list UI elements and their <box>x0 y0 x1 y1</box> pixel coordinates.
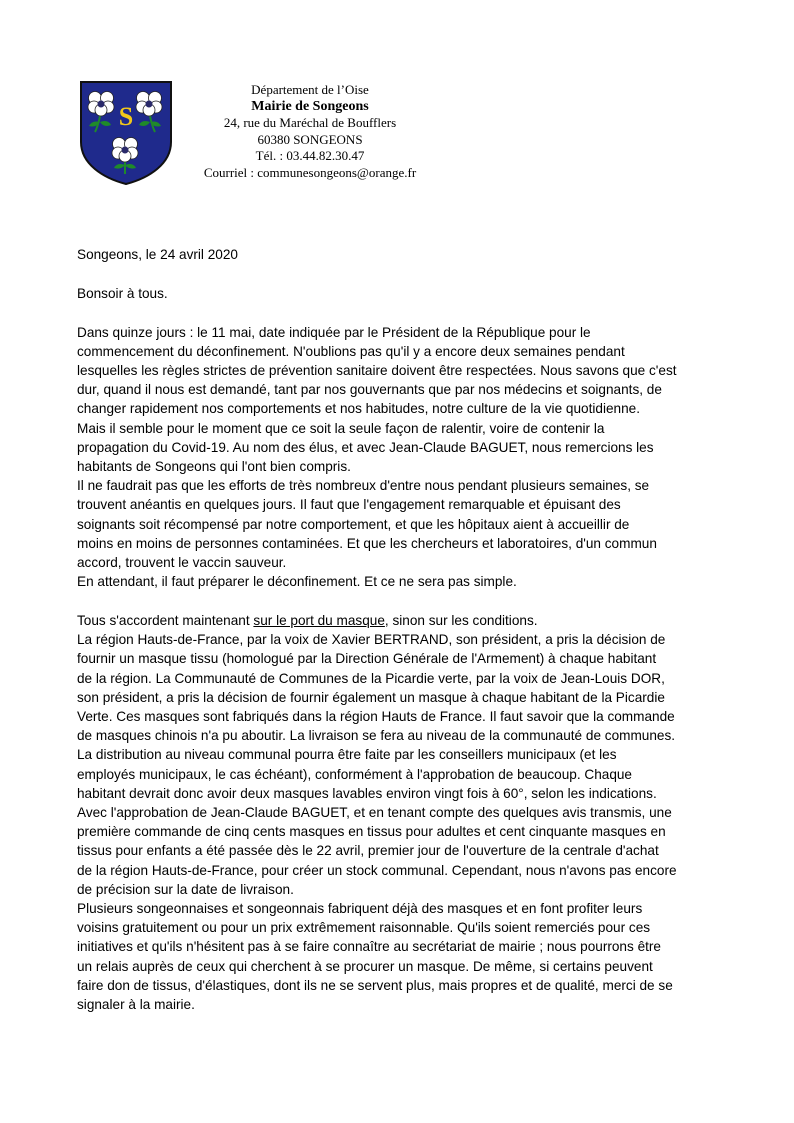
paragraph-2 <box>77 611 727 1014</box>
text-line: de la région. La Communauté de Communes de la Picardie verte, par la voix de Jean-Louis DOR, <box>77 670 665 686</box>
department-name: Département de l’Oise <box>251 82 369 97</box>
text-line: Verte. Ces masques sont fabriqués dans la région Hauts de France. Il faut savoir que la commande <box>77 709 675 725</box>
text-line: La région Hauts-de-France, par la voix de Xavier BERTRAND, son président, a pris la décision de <box>77 632 666 648</box>
postal-city: 60380 SONGEONS <box>257 131 363 147</box>
letter-body <box>77 245 727 1014</box>
text-line: Il ne faudrait pas que les efforts de très nombreux d'entre nous pendant plusieurs semaines, se <box>77 478 650 494</box>
text-line: changer rapidement nos comportements et nos habitudes, notre culture de la vie quotidienne. <box>77 401 640 417</box>
paragraph-1 <box>77 323 727 592</box>
greeting: Bonsoir à tous. <box>77 285 168 301</box>
text-line: initiatives et qu'ils n'hésitent pas à se faire connaître au secrétariat de mairie ; nous pourrons être <box>77 939 661 955</box>
underlined-phrase: sur le port du masque <box>253 613 385 629</box>
text-line: Mais il semble pour le moment que ce soit la seule façon de ralentir, voire de contenir la <box>77 420 605 436</box>
text-line: son président, a pris la décision de fournir également un masque à chaque habitant de la Picardie <box>77 689 665 705</box>
text-line: Dans quinze jours : le 11 mai, date indiquée par le Président de la République pour le <box>77 324 591 340</box>
text-line: un relais auprès de ceux qui cherchent à se procurer un masque. De même, si certains peuvent <box>77 958 653 974</box>
text-line: dur, quand il nous est demandé, tant par nos gouvernants que par nos médecins et soignants, de <box>77 382 662 398</box>
text-line: de la région Hauts-de-France, pour créer un stock communal. Cependant, nous n'avons pas encore <box>77 862 677 878</box>
text-line: signaler à la mairie. <box>77 997 195 1013</box>
text-line: voisins gratuitement ou pour un prix extrêmement raisonnable. Qu'ils soient remerciés pour ces <box>77 920 651 936</box>
text-line: propagation du Covid-19. Au nom des élus, et avec Jean-Claude BAGUET, nous remercions les <box>77 439 654 455</box>
text-line: habitant devrait donc avoir deux masques lavables environ vingt fois à 60°, selon les indications. <box>77 785 657 801</box>
text-line: de précision sur la date de livraison. <box>77 881 294 897</box>
text-line: commencement du déconfinement. N'oublions pas qu'il y a encore deux semaines pendant <box>77 343 625 359</box>
text-line: soignants soit récompensé par notre comportement, et que les hôpitaux aient à accueillir de <box>77 516 630 532</box>
text-line: moins en moins de personnes contaminées. Et que les chercheurs et laboratoires, d'un commun <box>77 535 657 551</box>
text-line: fournir un masque tissu (homologué par la Direction Générale de l'Armement) à chaque habitant <box>77 651 657 667</box>
text-line: première commande de cinq cents masques en tissus pour adultes et cent cinquante masques en <box>77 824 666 840</box>
text-line: Tous s'accordent maintenant sur le port du masque, sinon sur les conditions. <box>77 613 538 629</box>
text-line: faire don de tissus, d'élastiques, dont ils ne se servent plus, mais propres et de qualité, merci de se <box>77 977 673 993</box>
text-line: tissus pour enfants a été passée dès le 22 avril, premier jour de l'ouverture de la centrale d'achat <box>77 843 659 859</box>
email-address: Courriel : communesongeons@orange.fr <box>203 164 417 180</box>
letterhead <box>185 82 435 182</box>
songeons-coat-of-arms-icon <box>79 80 173 186</box>
town-hall-name: Mairie de Songeons <box>251 98 369 114</box>
date-line: Songeons, le 24 avril 2020 <box>77 247 238 262</box>
text-line: employés municipaux, le cas échéant), conformément à l'approbation de beaucoup. Chaque <box>77 766 632 782</box>
text-line: Plusieurs songeonnaises et songeonnais fabriquent déjà des masques et en font profiter leurs <box>77 901 643 917</box>
text-line: de masques chinois n'a pu aboutir. La livraison se fera au niveau de la communauté de communes. <box>77 728 676 744</box>
text-line: En attendant, il faut préparer le déconfinement. Et ce ne sera pas simple. <box>77 574 517 590</box>
text-line: accord, trouvent le vaccin sauveur. <box>77 555 287 571</box>
text-line: habitants de Songeons qui l'ont bien compris. <box>77 459 351 475</box>
text-line: trouvent anéantis en quelques jours. Il faut que l'engagement remarquable et épuisant des <box>77 497 621 513</box>
street-address: 24, rue du Maréchal de Boufflers <box>223 115 397 131</box>
text-line: La distribution au niveau communal pourra être faite par les conseillers municipaux (et les <box>77 747 617 763</box>
text-line: Avec l'approbation de Jean-Claude BAGUET, et en tenant compte des quelques avis transmis, une <box>77 805 672 821</box>
crest-letter: S <box>118 102 134 131</box>
text-line: lesquelles les règles strictes de prévention sanitaire doivent être respectées. Nous savons que c'est <box>77 363 677 378</box>
phone-number: Tél. : 03.44.82.30.47 <box>255 148 365 164</box>
